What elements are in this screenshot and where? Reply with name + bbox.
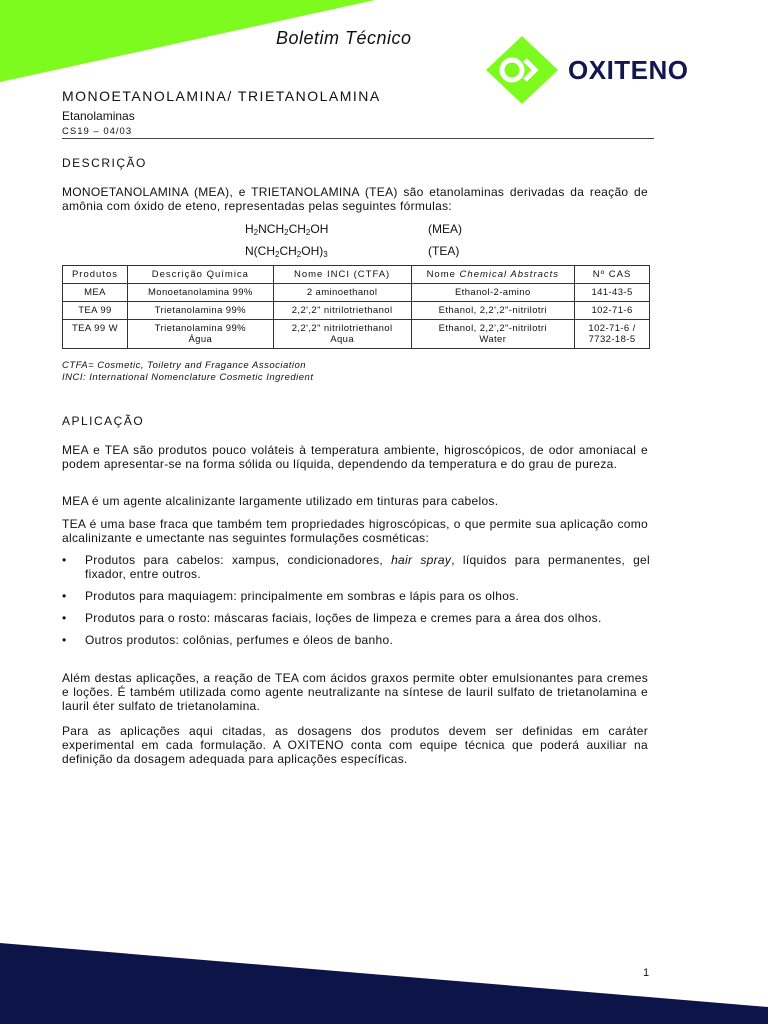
header-divider: [62, 138, 654, 139]
table-header-row: [63, 266, 650, 284]
application-paragraph-5: Para as aplicações aqui citadas, as dosagens dos produtos devem ser definidas em caráter experimental em cada formulação. A OXITENO conta com equipe técnica que poderá auxiliar na definição da dosagem adequada para aplicações específicas.: [62, 724, 648, 766]
application-paragraph-2: MEA é um agente alcalinizante largamente utilizado em tinturas para cabelos.: [62, 494, 499, 508]
table-cell: Trietanolamina 99%: [127, 302, 273, 320]
table-cell: 102-71-6 / 7732-18-5: [575, 320, 650, 349]
column-header-descricao-quimica: Descrição Química: [127, 266, 273, 284]
bullet-icon: •: [62, 553, 67, 567]
table-row: [63, 320, 650, 349]
column-header-nome-inci: Nome INCI (CTFA): [273, 266, 411, 284]
formula-tea: $N(CH_2CH_2OH)_3$: [245, 244, 328, 259]
column-header-cas: Nº CAS: [575, 266, 650, 284]
oxiteno-logo-icon: [482, 34, 566, 106]
description-paragraph: MONOETANOLAMINA (MEA), e TRIETANOLAMINA (TEA) são etanolaminas derivadas da reação de amônia com óxido de eteno, representadas pelas seguintes fórmulas:: [62, 185, 648, 213]
footnote-ctfa: CTFA= Cosmetic, Toiletry and Fragance Association: [62, 360, 307, 371]
column-header-nome-chemical-abstracts: Nome Chemical Abstracts: [411, 266, 575, 284]
product-spec-table: [62, 265, 650, 349]
document-code: CS19 – 04/03: [62, 126, 133, 137]
page-number: 1: [643, 967, 650, 979]
formula-mea: $H_2NCH_2CH_2OH$: [245, 222, 329, 237]
table-cell: Trietanolamina 99% Água: [127, 320, 273, 349]
table-cell: TEA 99: [63, 302, 128, 320]
bullet-icon: •: [62, 633, 67, 647]
section-heading-descricao: DESCRIÇÃO: [62, 156, 147, 170]
table-cell: 2 aminoethanol: [273, 284, 411, 302]
table-cell: Ethanol, 2,2',2"-nitrilotri Water: [411, 320, 575, 349]
table-cell: Monoetanolamina 99%: [127, 284, 273, 302]
table-cell: 2,2',2" nitrilotriethanol: [273, 302, 411, 320]
cosmetic-uses-list: [62, 553, 650, 655]
table-cell: MEA: [63, 284, 128, 302]
table-cell: 141-43-5: [575, 284, 650, 302]
bullet-icon: •: [62, 589, 67, 603]
bullet-icon: •: [62, 611, 67, 625]
table-cell: 102-71-6: [575, 302, 650, 320]
product-title: MONOETANOLAMINA/ TRIETANOLAMINA: [62, 88, 381, 104]
column-header-produtos: Produtos: [63, 266, 128, 284]
section-heading-aplicacao: APLICAÇÃO: [62, 414, 145, 428]
navy-footer-band: [0, 943, 768, 1024]
table-cell: Ethanol, 2,2',2"-nitrilotri: [411, 302, 575, 320]
application-paragraph-4: Além destas aplicações, a reação de TEA com ácidos graxos permite obter emulsionantes para cremes e loções. É também utilizada como agente neutralizante na síntese de lauril sulfato de trietanolamina e lauril éter sulfato de trietanolamina.: [62, 671, 648, 713]
table-cell: Ethanol-2-amino: [411, 284, 575, 302]
product-subtitle: Etanolaminas: [62, 109, 135, 123]
list-item: • Outros produtos: colônias, perfumes e óleos de banho.: [62, 633, 394, 647]
document-type-title: Boletim Técnico: [276, 28, 412, 48]
table-row: [63, 284, 650, 302]
table-cell: 2,2',2" nitrilotriethanol Aqua: [273, 320, 411, 349]
formula-tea-tag: (TEA): [428, 244, 460, 258]
list-item: • Produtos para o rosto: máscaras faciais, loções de limpeza e cremes para a área dos olhos.: [62, 611, 602, 625]
application-paragraph-1: MEA e TEA são produtos pouco voláteis à temperatura ambiente, higroscópicos, de odor amoniacal e podem apresentar-se na forma sólida ou líquida, dependendo da temperatura e do grau de pureza.: [62, 443, 648, 471]
table-cell: TEA 99 W: [63, 320, 128, 349]
table-row: [63, 302, 650, 320]
footnote-inci: INCI: International Nomenclature Cosmetic Ingredient: [62, 372, 314, 383]
list-item: • Produtos para cabelos: xampus, condicionadores, hair spray, líquidos para permanentes, gel fixador, entre outros.: [62, 553, 650, 581]
formula-mea-tag: (MEA): [428, 222, 462, 236]
application-paragraph-3: TEA é uma base fraca que também tem propriedades higroscópicas, o que permite sua aplicação como alcalinizante e umectante nas seguintes formulações cosméticas:: [62, 517, 648, 545]
brand-wordmark: OXITENO: [568, 55, 689, 85]
list-item: • Produtos para maquiagem: principalmente em sombras e lápis para os olhos.: [62, 589, 520, 603]
